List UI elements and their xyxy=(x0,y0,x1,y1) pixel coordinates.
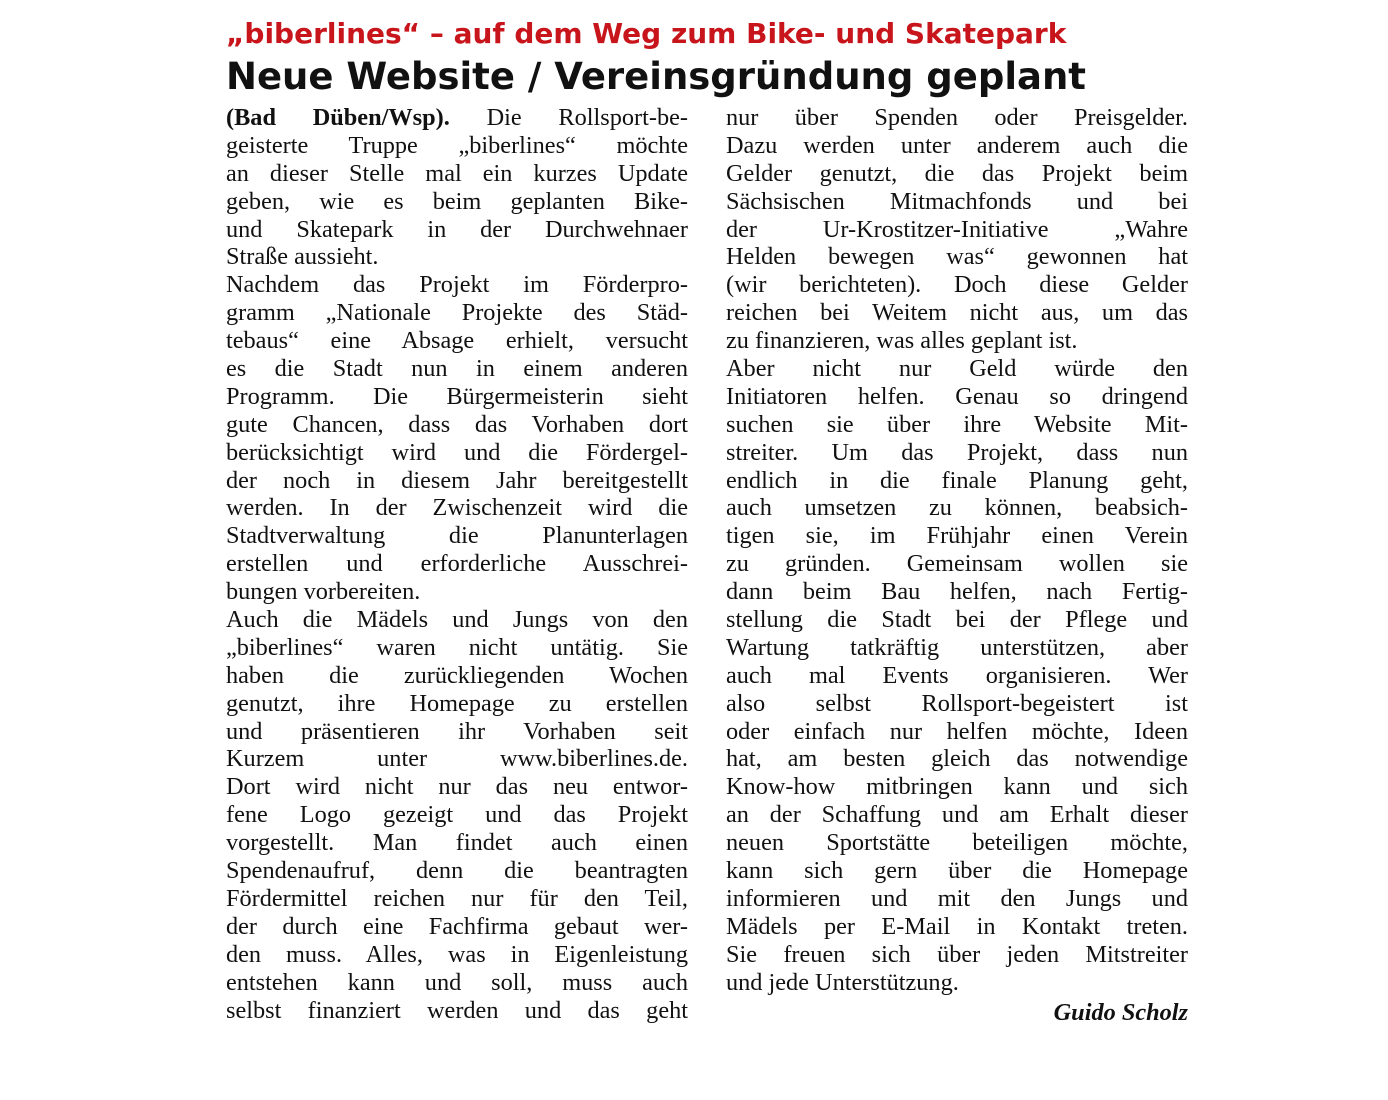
left-column xyxy=(226,104,688,1024)
text-line xyxy=(226,104,688,132)
text-line: erstellen und erforderliche Ausschrei- xyxy=(226,550,688,578)
text-line: zu finanzieren, was alles geplant ist. xyxy=(726,327,1078,355)
text-line: bungen vorbereiten. xyxy=(226,578,421,606)
text-line: selbst finanziert werden und das geht xyxy=(226,996,688,1024)
text-line: Kurzem unter www.biberlines.de. xyxy=(226,745,688,773)
text-line: suchen sie über ihre Website Mit- xyxy=(726,410,1188,438)
text-line: Mädels per E-Mail in Kontakt treten. xyxy=(726,912,1188,940)
article-dateline: (Bad Düben/Wsp). xyxy=(226,104,450,131)
text-line: (wir berichteten). Doch diese Gelder xyxy=(726,271,1188,299)
text-line: Aber nicht nur Geld würde den xyxy=(726,355,1188,383)
text-line: auch mal Events organisieren. Wer xyxy=(726,661,1188,689)
text-line: haben die zurückliegenden Wochen xyxy=(226,661,688,689)
text-line: nur über Spenden oder Preisgelder. xyxy=(726,104,1188,131)
text-line: Sächsischen Mitmachfonds und bei xyxy=(726,187,1188,215)
article xyxy=(226,14,1188,1024)
text-line: hat, am besten gleich das notwendige xyxy=(726,745,1188,773)
text-line: an der Schaffung und am Erhalt dieser xyxy=(726,801,1188,829)
text-line: den muss. Alles, was in Eigenleistung xyxy=(226,940,688,968)
text-line: zu gründen. Gemeinsam wollen sie xyxy=(726,550,1188,578)
text-line: werden. In der Zwischenzeit wird die xyxy=(226,494,688,522)
article-headline: Neue Website / Vereinsgründung geplant xyxy=(226,55,1086,98)
article-author: Guido Scholz xyxy=(1053,998,1188,1026)
text-line: dann beim Bau helfen, nach Fertig- xyxy=(726,578,1188,606)
text-line: Wartung tatkräftig unterstützen, aber xyxy=(726,633,1188,661)
text-line: es die Stadt nun in einem anderen xyxy=(226,355,688,383)
text-line: Dort wird nicht nur das neu entwor- xyxy=(226,773,688,801)
text-line: berücksichtigt wird und die Fördergel- xyxy=(226,438,688,466)
text-line: auch umsetzen zu können, beabsich- xyxy=(726,494,1188,522)
text-line: also selbst Rollsport-begeistert ist xyxy=(726,689,1188,717)
text-line: Initiatoren helfen. Genau so dringend xyxy=(726,382,1188,410)
text-line: Spendenaufruf, denn die beantragten xyxy=(226,857,688,885)
text-line: Dazu werden unter anderem auch die xyxy=(726,131,1188,159)
text-line: tebaus“ eine Absage erhielt, versucht xyxy=(226,327,688,355)
text-line: Programm. Die Bürgermeisterin sieht xyxy=(226,382,688,410)
text-line: Fördermittel reichen nur für den Teil, xyxy=(226,884,688,912)
text-line: vorgestellt. Man findet auch einen xyxy=(226,829,688,857)
text-line: und Skatepark in der Durchwehnaer xyxy=(226,215,688,243)
text-line: tigen sie, im Frühjahr einen Verein xyxy=(726,522,1188,550)
text-line: informieren und mit den Jungs und xyxy=(726,884,1188,912)
text-line: gute Chancen, dass das Vorhaben dort xyxy=(226,410,688,438)
text-line: oder einfach nur helfen möchte, Ideen xyxy=(726,717,1188,745)
text-line-content: Die Rollsport-be- xyxy=(449,104,688,131)
text-line: „biberlines“ waren nicht untätig. Sie xyxy=(226,633,688,661)
article-body xyxy=(226,104,1188,1024)
text-line: der noch in diesem Jahr bereitgestellt xyxy=(226,466,688,494)
text-line: Nachdem das Projekt im Förderpro- xyxy=(226,271,688,299)
text-line: geben, wie es beim geplanten Bike- xyxy=(226,187,688,215)
text-line: Sie freuen sich über jeden Mitstreiter xyxy=(726,940,1188,968)
text-line: stellung die Stadt bei der Pflege und xyxy=(726,606,1188,634)
text-line: der durch eine Fachfirma gebaut wer- xyxy=(226,912,688,940)
right-column xyxy=(726,104,1188,1026)
text-line: Know-how mitbringen kann und sich xyxy=(726,773,1188,801)
text-line: neuen Sportstätte beteiligen möchte, xyxy=(726,829,1188,857)
text-line: geisterte Truppe „biberlines“ möchte xyxy=(226,131,688,159)
text-line: reichen bei Weitem nicht aus, um das xyxy=(726,299,1188,327)
text-line: und präsentieren ihr Vorhaben seit xyxy=(226,717,688,745)
text-line: und jede Unterstützung. xyxy=(726,968,959,996)
text-line: Straße aussieht. xyxy=(226,243,379,271)
text-line: Auch die Mädels und Jungs von den xyxy=(226,606,688,634)
text-line: Stadtverwaltung die Planunterlagen xyxy=(226,522,688,550)
text-line: genutzt, ihre Homepage zu erstellen xyxy=(226,689,688,717)
text-line: streiter. Um das Projekt, dass nun xyxy=(726,438,1188,466)
text-line: fene Logo gezeigt und das Projekt xyxy=(226,801,688,829)
text-line: entstehen kann und soll, muss auch xyxy=(226,968,688,996)
text-line: an dieser Stelle mal ein kurzes Update xyxy=(226,159,688,187)
text-line: kann sich gern über die Homepage xyxy=(726,857,1188,885)
article-kicker: „biberlines“ – auf dem Weg zum Bike- und Skatepark xyxy=(226,17,1067,50)
text-line: gramm „Nationale Projekte des Städ- xyxy=(226,299,688,327)
text-line: der Ur-Krostitzer-Initiative „Wahre xyxy=(726,215,1188,243)
text-line: endlich in die finale Planung geht, xyxy=(726,466,1188,494)
text-line: Helden bewegen was“ gewonnen hat xyxy=(726,243,1188,271)
text-line: Gelder genutzt, die das Projekt beim xyxy=(726,159,1188,187)
